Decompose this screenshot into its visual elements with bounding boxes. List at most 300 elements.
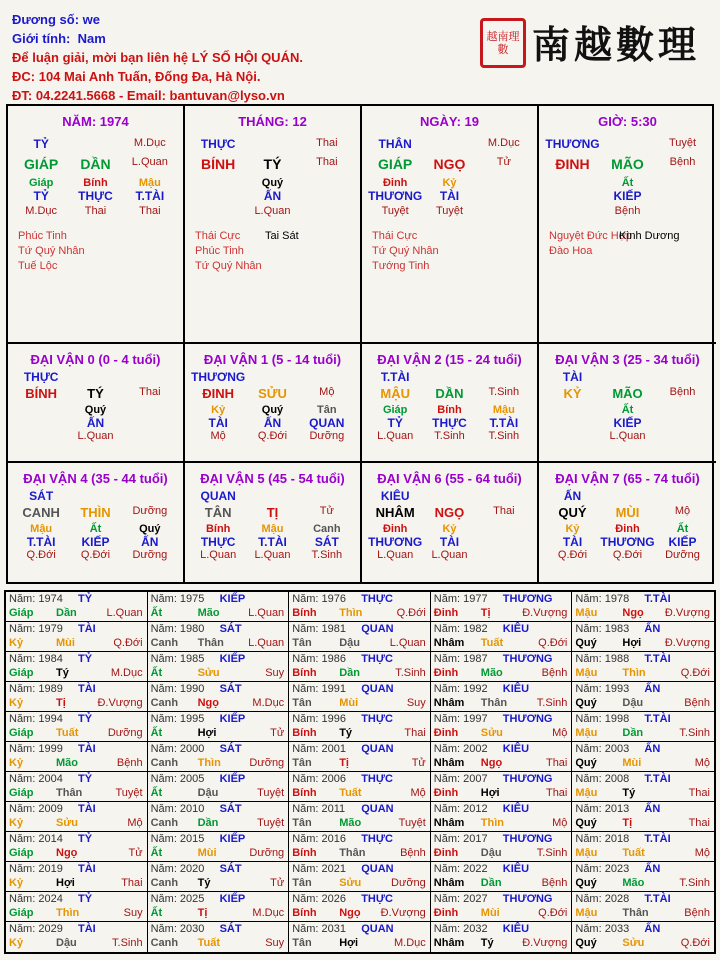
dv-hidden-gods-row-0: TÀI [562, 535, 583, 549]
pillar-ten-god-row-0: THỰC [200, 137, 236, 151]
year-can: Nhâm [433, 637, 465, 649]
year-label: Năm: 2000 [150, 743, 205, 755]
year-cell [148, 652, 290, 681]
year-row [6, 652, 714, 682]
dv-can-chi-row [8, 505, 183, 520]
year-phase: Dưỡng [249, 847, 285, 859]
dv-hidden-gods-row [8, 535, 183, 549]
year-can: Bính [292, 847, 317, 859]
year-can: Đinh [433, 607, 459, 619]
dv-hidden-gods-row-1: THƯƠNG [600, 535, 655, 549]
star-item: Nguyệt Đức Hợp [549, 230, 633, 242]
pillar-hidden-stems-row-2: Mậu [138, 177, 161, 189]
year-phase: Đ.Vượng [664, 637, 710, 649]
year-can: Quý [575, 877, 597, 889]
year-cell [431, 652, 573, 681]
dv-phase-row [362, 430, 537, 442]
year-phase: Tuyệt [257, 787, 285, 799]
year-ten-god: QUAN [361, 683, 394, 695]
site-logo [480, 8, 720, 78]
dv-hidden-stems-row [539, 523, 716, 535]
pillar-hidden-stems-row-2 [655, 177, 710, 189]
year-can: Tân [292, 637, 312, 649]
year-phase: Tuyệt [398, 817, 426, 829]
year-can: Giáp [9, 787, 34, 799]
dv-ten-god-row-2 [123, 370, 177, 384]
dv-phase-row-1: Q.Đới [612, 549, 643, 561]
year-phase: L.Quan [106, 607, 143, 619]
star-item: Tứ Quý Nhân [18, 245, 85, 257]
year-label: Năm: 2007 [433, 773, 488, 785]
dv-hidden-stems-row-0: Kỷ [211, 404, 226, 416]
year-label: Năm: 1991 [292, 683, 346, 695]
dai-van-2 [362, 344, 539, 463]
year-chi: Ngọ [56, 847, 78, 859]
year-row [6, 922, 714, 952]
year-label: Năm: 2033 [575, 923, 630, 935]
year-phase: Dưỡng [249, 757, 285, 769]
year-phase: Mộ [552, 817, 568, 829]
year-cell [6, 922, 148, 952]
year-can: Bính [292, 787, 317, 799]
dai-van-title: ĐẠI VẬN 1 (5 - 14 tuổi) [203, 352, 342, 367]
dv-hidden-gods-row [362, 535, 537, 549]
dv-ten-god-row-2 [477, 370, 531, 384]
year-label: Năm: 2013 [575, 803, 630, 815]
pillar-hidden-stems-row-0: Đinh [382, 177, 408, 189]
year-chi: Dậu [480, 847, 502, 859]
dv-hidden-gods-row [362, 416, 537, 430]
year-phase: M.Dục [252, 697, 285, 709]
year-ten-god: THƯƠNG [502, 593, 553, 605]
year-ten-god: KIẾP [219, 833, 246, 845]
year-label: Năm: 1987 [433, 653, 488, 665]
dv-ten-god-row-0: TÀI [562, 370, 583, 384]
pillar-stars [362, 229, 537, 274]
year-can: Tân [292, 937, 312, 949]
dv-hidden-gods-row-0 [14, 416, 68, 430]
pillar-hidden-gods-row [539, 189, 716, 203]
year-chi: Mão [56, 757, 78, 769]
year-cell [289, 892, 431, 921]
year-cell [289, 652, 431, 681]
dv-can-chi-row-1: TỊ [266, 505, 279, 520]
year-can: Kỷ [9, 637, 24, 649]
year-phase: Dưỡng [107, 727, 143, 739]
year-cell [289, 922, 431, 952]
year-label: Năm: 1988 [575, 653, 630, 665]
year-ten-god: QUAN [361, 863, 394, 875]
dv-phase-row-2 [655, 430, 710, 442]
year-ten-god: SÁT [219, 923, 242, 935]
pillar-can-chi-row-1: NGỌ [433, 156, 466, 172]
dv-can-chi-row-2: Dưỡng [132, 505, 168, 517]
dv-hidden-stems-row-1: Mậu [261, 523, 284, 535]
year-ten-god: THỰC [361, 833, 393, 845]
year-can: Canh [150, 817, 179, 829]
dv-phase-row-0 [14, 430, 68, 442]
year-can: Canh [150, 637, 179, 649]
year-phase: Thai [545, 757, 568, 769]
pillar-can-chi-row-2: L.Quan [131, 156, 168, 168]
dv-hidden-stems-row [185, 404, 360, 416]
year-chi: Dần [339, 667, 360, 679]
year-phase: Q.Đới [113, 637, 143, 649]
dv-hidden-gods-row-2: SÁT [314, 535, 339, 549]
year-label: Năm: 2008 [575, 773, 630, 785]
year-phase: T.Sinh [536, 697, 568, 709]
year-chi: Tuất [56, 727, 79, 739]
year-ten-god: SÁT [219, 743, 242, 755]
dv-phase-row-2 [477, 549, 531, 561]
red-seal-logo: 越南理數 [480, 18, 526, 68]
year-cell [572, 922, 714, 952]
year-label: Năm: 2014 [9, 833, 63, 845]
pillar-hidden-gods-row-0 [191, 189, 245, 203]
star-item: Tuế Lộc [18, 260, 58, 272]
year-label: Năm: 1978 [575, 593, 630, 605]
duong-so-value: we [82, 12, 101, 27]
dv-ten-god-row [539, 489, 716, 503]
year-phase: Dưỡng [391, 877, 426, 889]
year-phase: Bệnh [541, 667, 568, 679]
year-phase: Suy [123, 907, 143, 919]
pillar-hidden-stems-row-0 [191, 177, 245, 189]
year-chi: Mão [480, 667, 503, 679]
year-label: Năm: 2024 [9, 893, 63, 905]
year-label: Năm: 1999 [9, 743, 63, 755]
pillar-stars [539, 229, 716, 259]
pillar-phase-row-0: M.Dục [25, 205, 58, 217]
dv-can-chi-row [539, 386, 716, 401]
pillar-hidden-stems-row [8, 177, 183, 189]
pillar-can-chi-row-2: Thai [316, 156, 338, 168]
year-cell [572, 592, 714, 621]
pillar-phase-row-1: Thai [84, 205, 107, 217]
year-label: Năm: 2011 [292, 803, 346, 815]
dv-hidden-gods-row-0: THƯƠNG [368, 535, 423, 549]
dv-phase-row-1: L.Quan [609, 430, 646, 442]
header-info [12, 10, 303, 105]
dv-hidden-gods-row-0: THỰC [200, 535, 236, 549]
pillar-hidden-gods-row-0 [545, 189, 600, 203]
year-chi: Tý [480, 937, 494, 949]
star-item-right: Kình Dương [619, 230, 680, 242]
dv-ten-god-row-1 [245, 489, 299, 503]
year-cell [148, 742, 290, 771]
dv-phase-row-0: L.Quan [200, 549, 237, 561]
year-ten-god: THƯƠNG [502, 773, 553, 785]
dv-hidden-stems-row-1: Ất [621, 404, 634, 416]
year-ten-god: ẤN [644, 863, 661, 875]
pillar-ten-god-row-2: M.Dục [133, 137, 166, 149]
pillar-phase-row [185, 205, 360, 217]
dv-hidden-gods-row-2: KIẾP [668, 535, 697, 549]
year-label: Năm: 2023 [575, 863, 630, 875]
dv-ten-god-row-1 [68, 370, 122, 384]
year-can: Canh [150, 697, 179, 709]
year-can: Tân [292, 697, 312, 709]
year-cell [148, 862, 290, 891]
dv-can-chi-row-1: SỬU [258, 386, 287, 401]
dv-can-chi-row-0: BÍNH [25, 386, 58, 401]
dv-phase-row-0: Q.Đới [557, 549, 588, 561]
year-row [6, 862, 714, 892]
year-cell [572, 892, 714, 921]
pillars-row [8, 106, 712, 344]
dv-phase-row-1: Q.Đới [257, 430, 288, 442]
year-ten-god: TỶ [78, 653, 93, 665]
dv-ten-god-row-0: SÁT [29, 489, 54, 503]
dv-hidden-stems-row [539, 404, 716, 416]
dv-ten-god-row-0: KIÊU [380, 489, 410, 503]
dv-can-chi-row-2: Thai [493, 505, 515, 517]
year-can: Đinh [433, 667, 459, 679]
year-chi: Thân [339, 847, 366, 859]
dai-van-0 [8, 344, 185, 463]
dv-ten-god-row [185, 370, 360, 384]
dv-can-chi-row-0: ĐINH [202, 386, 235, 401]
year-ten-god: THƯƠNG [502, 893, 553, 905]
year-cell [289, 682, 431, 711]
pillar-phase-row [362, 205, 537, 217]
dv-ten-god-row-1 [600, 370, 655, 384]
pillar-phase-row-0 [191, 205, 245, 217]
pillar-title: NĂM: 1974 [62, 114, 129, 129]
year-row [6, 742, 714, 772]
dv-phase-row-0: L.Quan [377, 430, 414, 442]
dv-can-chi-row-0: TÂN [204, 505, 232, 520]
pillar-ten-god-row-0: TỶ [33, 137, 49, 151]
year-phase: Tử [270, 727, 285, 739]
pillar-phase-row-1: Tuyệt [435, 205, 464, 217]
dv-can-chi-row [362, 505, 537, 520]
year-ten-god: T.TÀI [644, 713, 671, 725]
gioi-tinh-label: Giới tính: [12, 31, 71, 46]
year-cell [6, 592, 148, 621]
year-can: Mậu [575, 607, 598, 619]
pillar-phase-row-2 [655, 205, 710, 217]
year-label: Năm: 1989 [9, 683, 63, 695]
year-ten-god: ẤN [644, 923, 661, 935]
duong-so-line [12, 10, 303, 29]
year-phase: Thai [121, 877, 143, 889]
dv-phase-row-0: Q.Đới [26, 549, 56, 561]
pillar-can-chi-row-2: Bệnh [669, 156, 696, 168]
year-label: Năm: 2027 [433, 893, 488, 905]
year-cell [289, 622, 431, 651]
dv-hidden-stems-row-2: Ất [676, 523, 689, 535]
year-phase: Đ.Vượng [664, 607, 710, 619]
year-can: Mậu [575, 667, 598, 679]
dv-hidden-gods-row-0: TÀI [208, 416, 228, 430]
year-ten-god: SÁT [219, 623, 242, 635]
dai-van-title: ĐẠI VẬN 3 (25 - 34 tuổi) [555, 352, 700, 367]
dv-hidden-stems-row-2 [477, 523, 531, 535]
year-phase: Mộ [694, 757, 710, 769]
year-ten-god: THƯƠNG [502, 653, 553, 665]
pillar-title: THÁNG: 12 [238, 114, 307, 129]
year-chi: Mão [197, 607, 220, 619]
year-cell [572, 802, 714, 831]
year-chi: Ngọ [197, 697, 219, 709]
year-label: Năm: 2018 [575, 833, 630, 845]
year-cell [148, 622, 290, 651]
dv-can-chi-row [185, 386, 360, 401]
dv-hidden-gods-row-2: T.TÀI [489, 416, 519, 430]
year-row [6, 682, 714, 712]
year-can: Kỷ [9, 697, 24, 709]
pillar-ten-god-row [539, 137, 716, 151]
year-phase: Thai [688, 817, 710, 829]
dv-phase-row [539, 549, 716, 561]
year-can: Giáp [9, 607, 34, 619]
year-chi: Thìn [622, 667, 646, 679]
pillar-ten-god-row-2: Thai [316, 137, 338, 149]
year-chi: Ngọ [480, 757, 503, 769]
year-phase: Đ.Vượng [522, 607, 568, 619]
dv-hidden-gods-row [185, 535, 360, 549]
year-ten-god: KIẾP [219, 713, 246, 725]
pillar-hidden-stems-row [185, 177, 360, 189]
dv-ten-god-row-2 [300, 489, 354, 503]
year-ten-god: T.TÀI [644, 833, 671, 845]
year-row [6, 622, 714, 652]
year-can: Giáp [9, 847, 34, 859]
year-can: Quý [575, 637, 597, 649]
dv-ten-god-row-1 [245, 370, 299, 384]
year-phase: Q.Đới [538, 907, 568, 919]
pillar-can-chi-row-0: ĐINH [555, 156, 590, 172]
year-phase: Đ.Vượng [522, 937, 568, 949]
pillar-hidden-gods-row-2 [655, 189, 710, 203]
dv-phase-row [8, 549, 183, 561]
year-can: Đinh [433, 907, 459, 919]
year-cell [431, 622, 573, 651]
pillar-hidden-gods-row-0: THƯƠNG [368, 189, 423, 203]
year-ten-god: KIẾP [219, 653, 246, 665]
year-ten-god: T.TÀI [644, 653, 671, 665]
year-chi: Sửu [480, 727, 503, 739]
dv-hidden-stems-row-0: Kỷ [565, 523, 580, 535]
dv-ten-god-row-1 [68, 489, 122, 503]
pillar-can-chi-row-1: TÝ [263, 156, 282, 172]
year-ten-god: T.TÀI [644, 773, 671, 785]
yearly-table [4, 590, 716, 954]
dv-hidden-stems-row-2 [655, 404, 710, 416]
year-chi: Thìn [56, 907, 80, 919]
year-phase: Bệnh [684, 697, 710, 709]
year-phase: Tuyệt [115, 787, 143, 799]
year-cell [431, 832, 573, 861]
pillar-hidden-stems-row-1: Ất [621, 177, 634, 189]
year-chi: Tuất [622, 847, 645, 859]
year-ten-god: T.TÀI [644, 593, 671, 605]
year-row [6, 892, 714, 922]
year-cell [148, 922, 290, 952]
year-phase: M.Dục [110, 667, 143, 679]
pillar-ten-god-row-1 [600, 137, 655, 151]
year-chi: Tị [622, 817, 633, 829]
dv-hidden-stems-row-1: Quý [84, 404, 107, 416]
year-chi: Hợi [480, 787, 500, 799]
dv-can-chi-row-2: Thai [139, 386, 161, 398]
year-cell [431, 682, 573, 711]
year-phase: Tử [270, 877, 285, 889]
year-cell [148, 832, 290, 861]
year-cell [572, 652, 714, 681]
duong-so-label: Đương số: [12, 12, 80, 27]
year-phase: L.Quan [248, 607, 285, 619]
year-can: Quý [575, 697, 597, 709]
year-can: Ất [150, 787, 163, 799]
year-chi: Tý [622, 787, 636, 799]
year-chi: Hợi [339, 937, 359, 949]
year-label: Năm: 2002 [433, 743, 488, 755]
year-label: Năm: 1985 [150, 653, 205, 665]
year-ten-god: THƯƠNG [502, 713, 553, 725]
pillar-ten-god-row-0: THƯƠNG [545, 137, 600, 151]
year-cell [431, 802, 573, 831]
year-label: Năm: 1997 [433, 713, 488, 725]
year-ten-god: THỰC [361, 713, 393, 725]
year-can: Tân [292, 757, 312, 769]
dv-phase-row-0: Mộ [210, 430, 226, 442]
year-phase: Suy [265, 937, 285, 949]
year-can: Nhâm [433, 817, 465, 829]
dv-hidden-gods-row-1: ẤN [263, 416, 282, 430]
year-ten-god: TÀI [78, 803, 96, 815]
year-label: Năm: 2009 [9, 803, 63, 815]
year-can: Giáp [9, 667, 34, 679]
dai-van-5 [185, 463, 362, 582]
dv-hidden-stems-row-0: Mậu [30, 523, 53, 535]
pillar-hidden-gods-row-2 [477, 189, 531, 203]
dv-hidden-gods-row-1: THỰC [432, 416, 467, 430]
year-cell [289, 742, 431, 771]
year-can: Nhâm [433, 937, 465, 949]
dai-van-title: ĐẠI VẬN 5 (45 - 54 tuổi) [200, 471, 345, 486]
year-label: Năm: 1986 [292, 653, 346, 665]
pillar-hidden-gods-row-1: ẤN [263, 189, 282, 203]
year-ten-god: SÁT [219, 863, 242, 875]
dv-can-chi-row-1: NGỌ [434, 505, 465, 520]
year-label: Năm: 1977 [433, 593, 488, 605]
year-can: Bính [292, 607, 317, 619]
year-ten-god: KIÊU [502, 743, 530, 755]
dv-ten-god-row-0: THỰC [23, 370, 59, 384]
year-ten-god: KIẾP [219, 593, 246, 605]
year-label: Năm: 2029 [9, 923, 63, 935]
year-can: Kỷ [9, 757, 24, 769]
year-cell [289, 862, 431, 891]
pillar-hidden-gods-row [185, 189, 360, 203]
year-label: Năm: 1981 [292, 623, 346, 635]
dv-hidden-stems-row-1: Bính [437, 404, 462, 416]
dv-ten-god-row-2 [123, 489, 177, 503]
dv-ten-god-row-2 [655, 489, 710, 503]
dv-hidden-stems-row-0: Giáp [382, 404, 408, 416]
year-can: Quý [575, 937, 597, 949]
dv-phase-row-2: T.Sinh [488, 430, 520, 442]
year-cell [572, 682, 714, 711]
year-chi: Sửu [197, 667, 220, 679]
year-ten-god: QUAN [361, 623, 394, 635]
year-cell [572, 622, 714, 651]
dv-hidden-gods-row-1: KIẾP [81, 535, 110, 549]
year-cell [431, 922, 573, 952]
dv-hidden-gods-row-0 [545, 416, 600, 430]
